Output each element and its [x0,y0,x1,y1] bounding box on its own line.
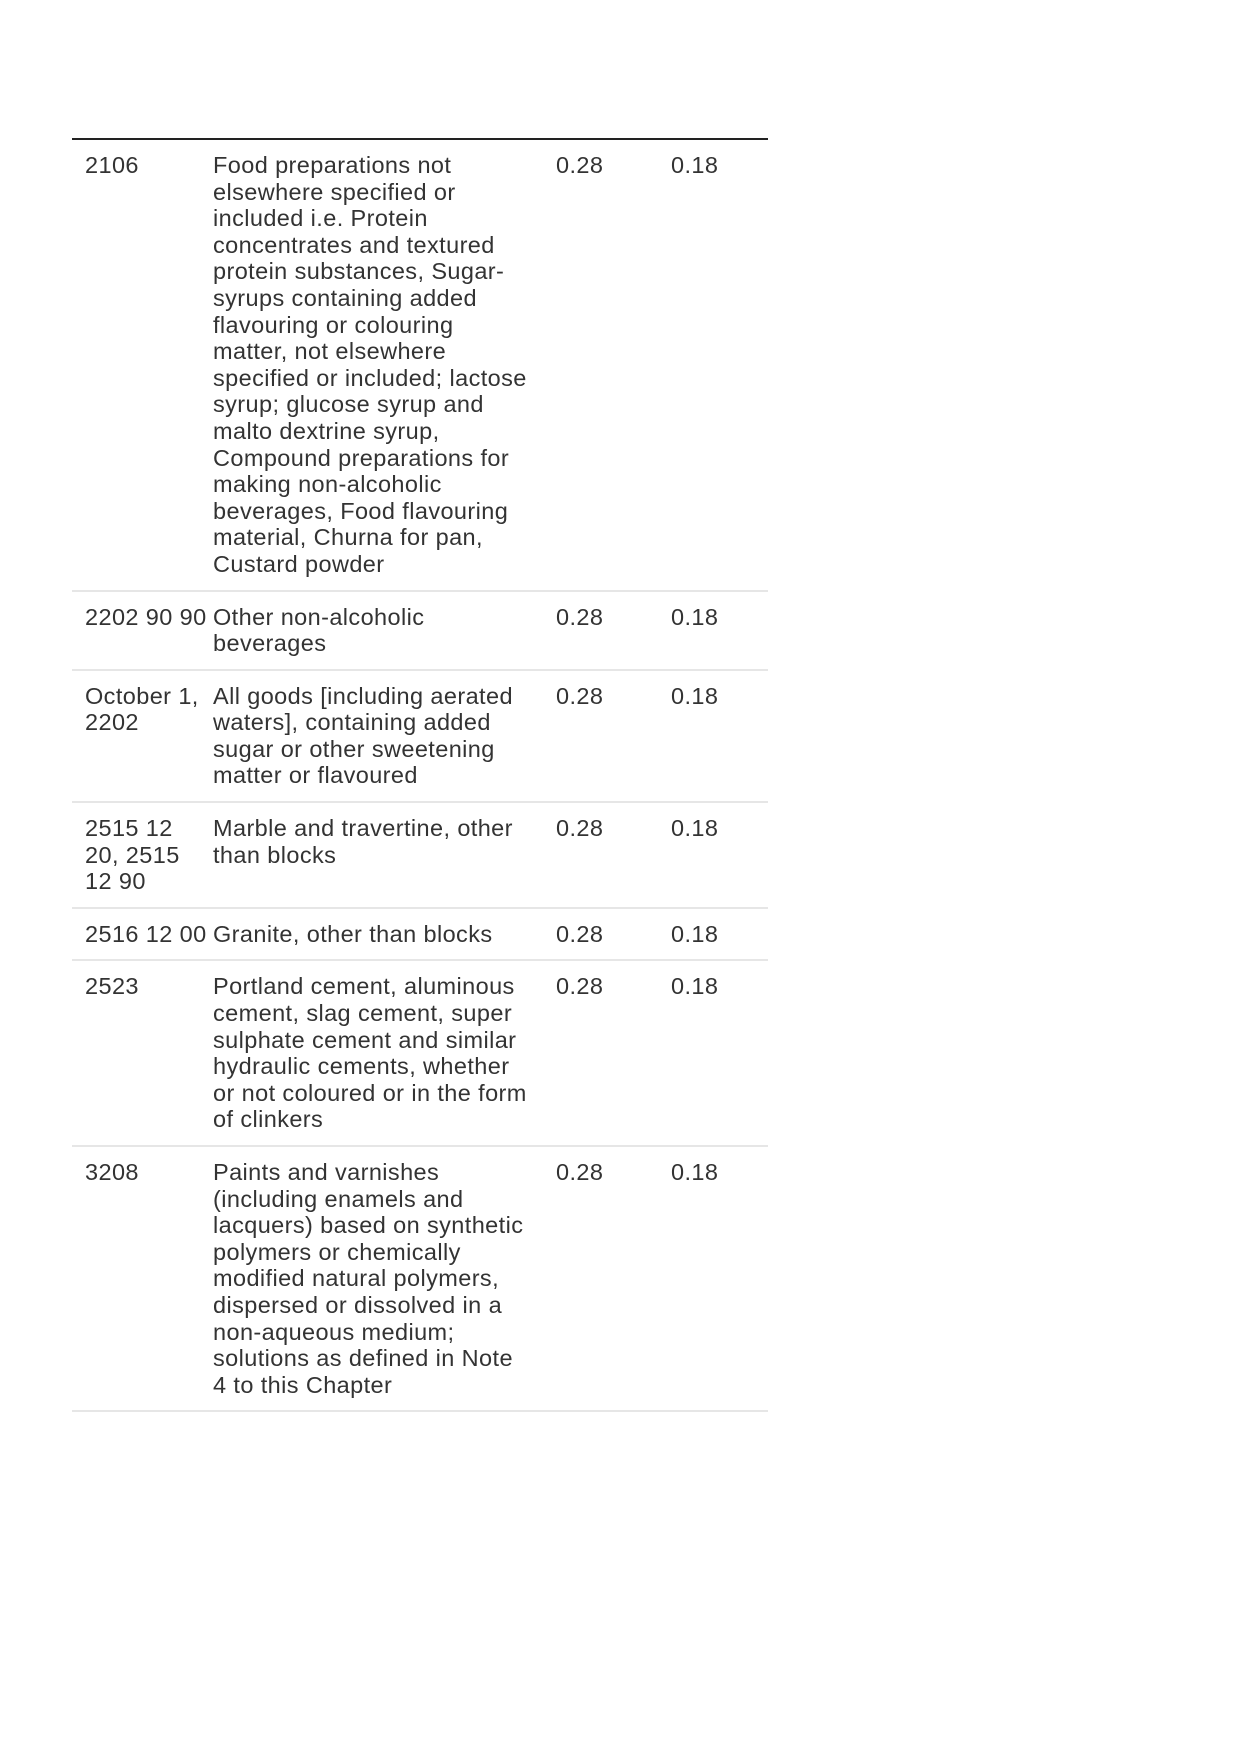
goods-description: Paints and varnishes (including enamels and lacquers) based on synthetic polymers or chemically modified natural polymers, dispersed or dissolved in a non-aqueous medium; solutions as defined in Note 4 to this Chapter [213,1146,536,1411]
table-row [72,908,768,961]
hsn-code: 2515 12 20, 2515 12 90 [72,802,213,908]
table-row [72,960,768,1146]
hsn-code: 2106 [72,140,213,591]
goods-description: Food preparations not elsewhere specified or included i.e. Protein concentrates and textured protein substances, Sugar-syrups containing added flavouring or colouring matter, not elsewhere specified or included; lactose syrup; glucose syrup and malto dextrine syrup, Compound preparations for making non-alcoholic beverages, Food flavouring material, Churna for pan, Custard powder [213,140,536,591]
new-rate: 0.18 [651,591,768,670]
old-rate: 0.28 [536,802,651,908]
new-rate: 0.18 [651,908,768,961]
new-rate: 0.18 [651,1146,768,1411]
new-rate: 0.18 [651,670,768,802]
goods-description: Marble and travertine, other than blocks [213,802,536,908]
old-rate: 0.28 [536,1146,651,1411]
table-row [72,591,768,670]
hsn-code: October 1, 2202 [72,670,213,802]
old-rate: 0.28 [536,908,651,961]
new-rate: 0.18 [651,802,768,908]
table-row [72,1146,768,1411]
goods-description: All goods [including aerated waters], containing added sugar or other sweetening matter or flavoured [213,670,536,802]
rate-table [72,140,768,1412]
goods-description: Other non-alcoholic beverages [213,591,536,670]
table-row [72,140,768,591]
table-row [72,670,768,802]
hsn-code: 2523 [72,960,213,1146]
old-rate: 0.28 [536,591,651,670]
new-rate: 0.18 [651,960,768,1146]
old-rate: 0.28 [536,140,651,591]
goods-description: Granite, other than blocks [213,908,536,961]
old-rate: 0.28 [536,670,651,802]
old-rate: 0.28 [536,960,651,1146]
document-page [72,138,768,1412]
hsn-code: 2516 12 00 [72,908,213,961]
hsn-code: 2202 90 90 [72,591,213,670]
new-rate: 0.18 [651,140,768,591]
table-row [72,802,768,908]
hsn-code: 3208 [72,1146,213,1411]
goods-description: Portland cement, aluminous cement, slag cement, super sulphate cement and similar hydraulic cements, whether or not coloured or in the form of clinkers [213,960,536,1146]
